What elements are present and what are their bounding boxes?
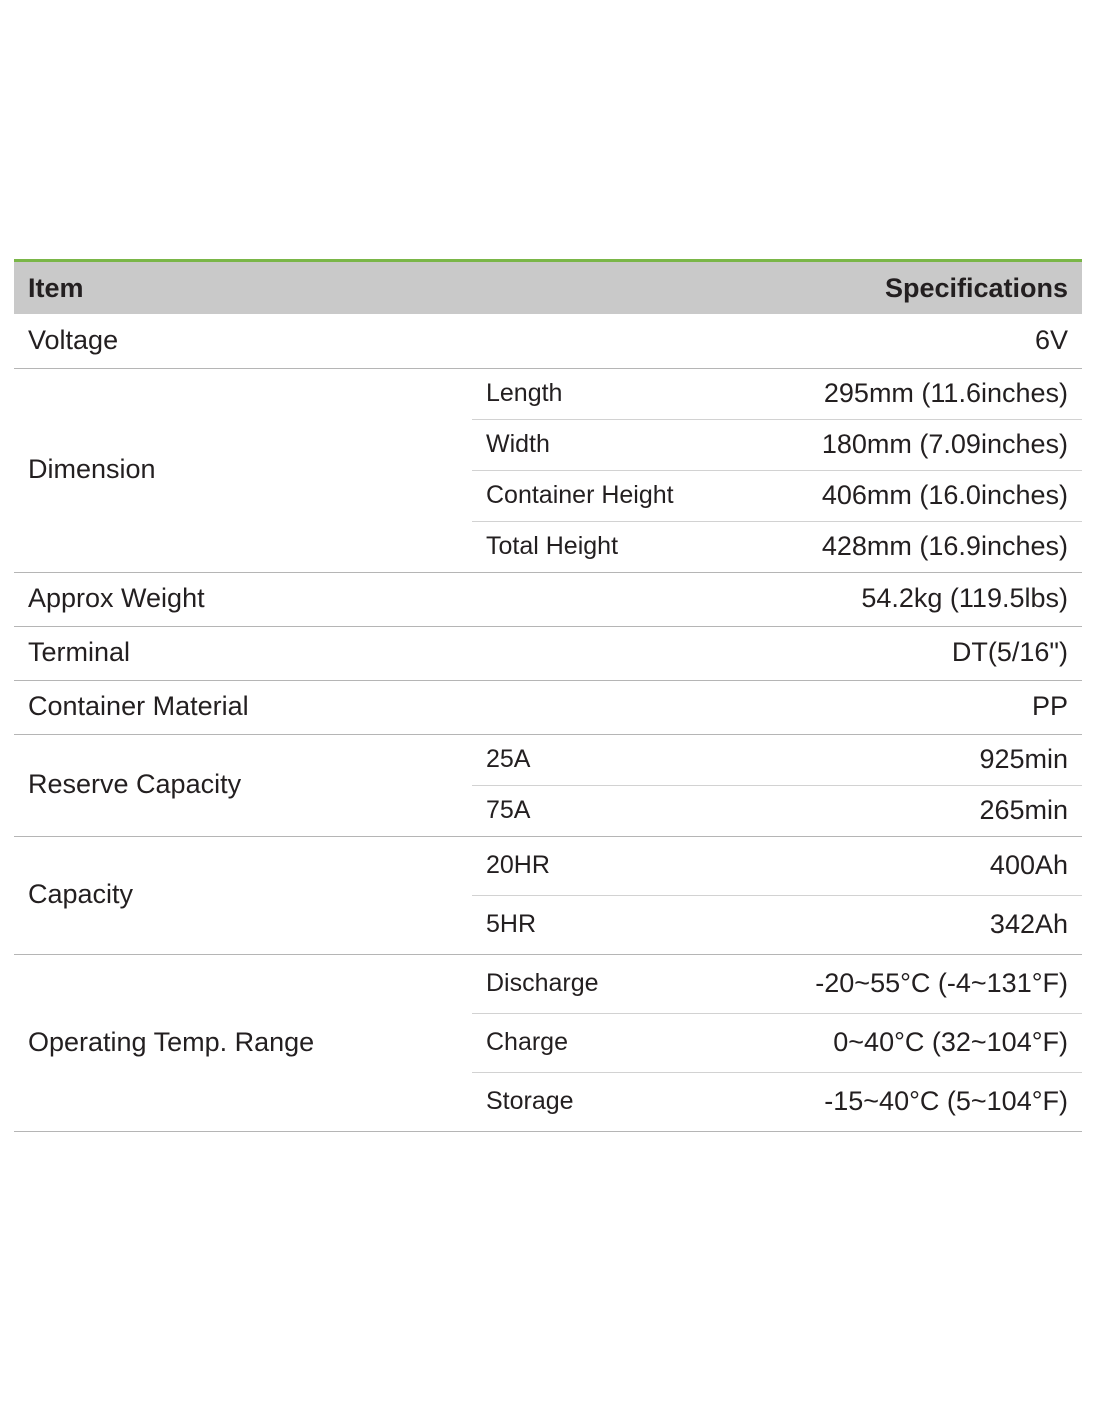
row-value: 428mm (16.9inches): [727, 521, 1082, 572]
row-value: DT(5/16"): [951, 637, 1068, 668]
row-sublabel: 25A: [472, 734, 727, 785]
row-value: -15~40°C (5~104°F): [727, 1072, 1082, 1131]
row-value: PP: [1031, 691, 1068, 722]
row-value: 0~40°C (32~104°F): [727, 1013, 1082, 1072]
row-sublabel: Width: [472, 419, 727, 470]
row-value: 400Ah: [727, 836, 1082, 895]
header-specifications: Specifications: [472, 262, 1082, 314]
row-value: 925min: [727, 734, 1082, 785]
table-row: [14, 368, 1082, 419]
table-row: [14, 314, 1082, 368]
row-value: 342Ah: [727, 895, 1082, 954]
row-label: Capacity: [14, 836, 472, 954]
row-value: 406mm (16.0inches): [727, 470, 1082, 521]
row-sublabel: 20HR: [472, 836, 727, 895]
row-label: Dimension: [14, 368, 472, 572]
table-header-row: [14, 262, 1082, 314]
row-value: 6V: [1034, 325, 1068, 356]
row-sublabel: Charge: [472, 1013, 727, 1072]
row-sublabel: 5HR: [472, 895, 727, 954]
row-value: -20~55°C (-4~131°F): [727, 954, 1082, 1013]
specifications-table-wrapper: [14, 259, 1082, 1132]
table-row: [14, 572, 1082, 626]
row-sublabel: 75A: [472, 785, 727, 836]
row-value: 295mm (11.6inches): [727, 368, 1082, 419]
row-value: 265min: [727, 785, 1082, 836]
table-row: [14, 836, 1082, 895]
table-row: [14, 734, 1082, 785]
row-label: Terminal: [28, 637, 131, 668]
row-sublabel: Length: [472, 368, 727, 419]
row-label: Operating Temp. Range: [14, 954, 472, 1131]
row-value: 180mm (7.09inches): [727, 419, 1082, 470]
row-label: Reserve Capacity: [14, 734, 472, 836]
row-label: Voltage: [28, 325, 119, 356]
row-sublabel: Total Height: [472, 521, 727, 572]
header-item: Item: [14, 262, 472, 314]
table-row: [14, 680, 1082, 734]
table-row: [14, 954, 1082, 1013]
row-label: Container Material: [28, 691, 249, 722]
row-value: 54.2kg (119.5lbs): [861, 583, 1068, 614]
row-sublabel: Container Height: [472, 470, 727, 521]
specifications-table: [14, 262, 1082, 1132]
table-row: [14, 626, 1082, 680]
row-label: Approx Weight: [28, 583, 205, 614]
row-sublabel: Storage: [472, 1072, 727, 1131]
row-sublabel: Discharge: [472, 954, 727, 1013]
